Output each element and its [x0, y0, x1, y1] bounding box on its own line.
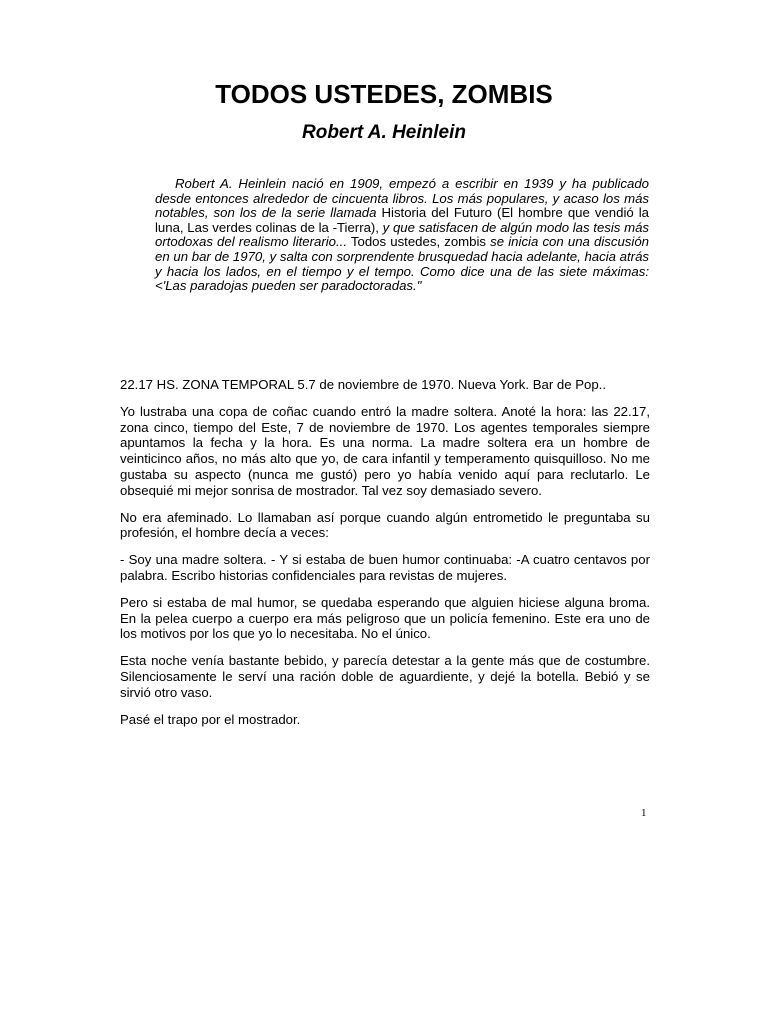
intro-paragraph — [155, 177, 649, 294]
body-paragraph-1: 22.17 HS. ZONA TEMPORAL 5.7 de noviembre de 1970. Nueva York. Bar de Pop.. — [120, 377, 607, 392]
body-paragraph-2: Yo lustraba una copa de coñac cuando entró la madre soltera. Anoté la hora: las 22.17, zona cinco, tiempo del Este, 7 de noviembre de 1970. Los agentes temporales siempre apuntamos la fecha y la hora. Es una norma. La madre soltera era un hombre de veinticinco años, no más alto que yo, de cara infantil y temperamento quisquilloso. No me gustaba su aspecto (nunca me gustó) pero yo había venido aquí para reclutarlo. Le obsequié mi mejor sonrisa de mostrador. Tal vez soy demasiado severo. — [120, 403, 650, 498]
document-title: TODOS USTEDES, ZOMBIS — [215, 79, 553, 109]
intro-sentence-6: se inicia con una discusión en un bar de 1970, y salta con sorprendente brusquedad hacia adelante, hacia atrás y hacia los lados, en el tiempo y el tempo. Como dice una de las siete máximas: <'Las paradojas pueden ser paradoctoradas." — [155, 234, 649, 294]
body-paragraph-4: - Soy una madre soltera. - Y si estaba de buen humor continuaba: -A cuatro centavos por palabra. Escribo historias confidenciales para revistas de mujeres. — [120, 552, 650, 583]
intro-sentence-4: y que satisfacen de algún modo las tesis más ortodoxas del realismo literario... — [155, 219, 649, 250]
intro-sentence-5: Todos ustedes, zombis — [347, 234, 487, 250]
intro-sentence-3: Historia del Futuro (El hombre que vendió la luna, Las verdes colinas de la -Tierra), — [155, 205, 650, 235]
body-paragraph-6: Esta noche venía bastante bebido, y parecía detestar a la gente más que de costumbre. Silenciosamente le serví una ración doble de aguardiente, y dejé la botella. Bebió y se sirvió otro vaso. — [120, 653, 650, 700]
intro-sentence-1: Robert A. Heinlein nació en 1909, empezó a escribir en 1939 y ha publicado desde entonces alrededor de cincuenta libros. — [155, 176, 649, 206]
intro-sentence-2: Los más populares, y acaso los más notables, son los de la serie llamada — [155, 190, 649, 221]
story-body — [120, 377, 650, 738]
body-paragraph-3: No era afeminado. Lo llamaban así porque cuando algún entrometido le preguntaba su profesión, el hombre decía a veces: — [120, 509, 650, 541]
body-paragraph-5: Pero si estaba de mal humor, se quedaba esperando que alguien hiciese alguna broma. En la pelea cuerpo a cuerpo era más peligroso que un policía femenino. Este era uno de los motivos por los que yo lo necesitaba. No el único. — [120, 594, 650, 642]
body-paragraph-7: Pasé el trapo por el mostrador. — [120, 711, 301, 727]
page-number: 1 — [641, 807, 647, 819]
document-author: Robert A. Heinlein — [302, 122, 466, 143]
